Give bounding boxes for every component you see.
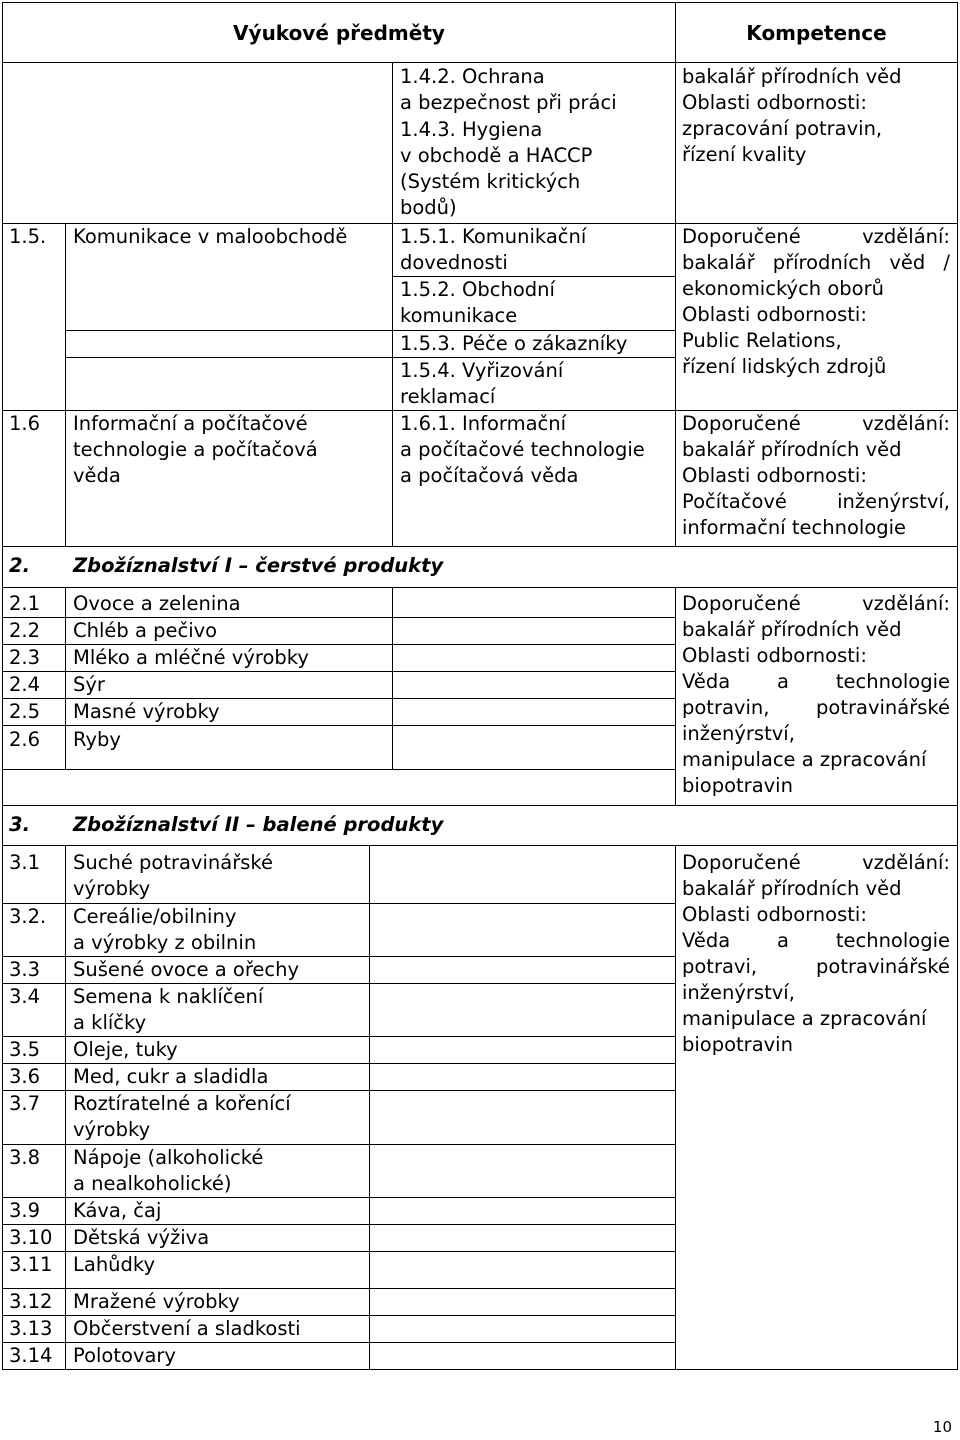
item-number: 2.5 — [9, 700, 41, 723]
item-label: Káva, čaj — [73, 1199, 162, 1222]
row-rule — [2, 546, 958, 547]
competence-text: bakalář přírodních věd — [682, 65, 902, 88]
row-rule — [65, 357, 675, 358]
competence-text: Doporučené vzdělání: — [682, 592, 950, 615]
competence-text: Oblasti odbornosti: — [682, 903, 867, 926]
item-number: 3.8 — [9, 1146, 41, 1169]
topic-number: 1.5. — [9, 225, 47, 248]
item-label: Sýr — [73, 673, 105, 696]
divider-competence — [675, 845, 676, 1370]
section-title: Zbožíznalství I – čerstvé produkty — [73, 554, 444, 577]
item-label: Cereálie/obilniny — [73, 905, 237, 928]
item-label: a klíčky — [73, 1011, 147, 1034]
item-label: Lahůdky — [73, 1253, 156, 1276]
item-number: 3.3 — [9, 958, 41, 981]
competence-text: inženýrství, — [682, 722, 795, 745]
table-border-right — [957, 2, 958, 1370]
competence-text: Počítačové inženýrství, — [682, 490, 950, 513]
competence-text: Doporučené vzdělání: — [682, 851, 950, 874]
item-number: 3.2. — [9, 905, 47, 928]
item-label: Občerstvení a sladkosti — [73, 1317, 301, 1340]
topic-title: Komunikace v maloobchodě — [73, 225, 348, 248]
section-number: 3. — [9, 813, 30, 836]
competence-text: biopotravin — [682, 774, 793, 797]
item-label: Mražené výrobky — [73, 1290, 240, 1313]
competence-text: Oblasti odbornosti: — [682, 464, 867, 487]
item-label: Mléko a mléčné výrobky — [73, 646, 309, 669]
item-label: Semena k naklíčení — [73, 985, 264, 1008]
item-number: 3.13 — [9, 1317, 53, 1340]
competence-text: potravi, potravinářské — [682, 955, 950, 978]
page-number: 10 — [932, 1418, 952, 1436]
item-number: 3.11 — [9, 1253, 53, 1276]
competence-text: Oblasti odbornosti: — [682, 91, 867, 114]
competence-text: zpracování potravin, — [682, 117, 883, 140]
divider-number — [65, 587, 66, 769]
item-label: Roztíratelné a kořenící — [73, 1092, 291, 1115]
item-number: 3.9 — [9, 1199, 41, 1222]
item-label: a výrobky z obilnin — [73, 931, 257, 954]
item-number: 2.6 — [9, 728, 41, 751]
item-number: 2.4 — [9, 673, 41, 696]
topic-title: Informační a počítačové — [73, 412, 308, 435]
divider-competence — [675, 2, 676, 546]
item-label: Med, cukr a sladidla — [73, 1065, 269, 1088]
item-number: 3.14 — [9, 1344, 53, 1367]
competence-text: řízení kvality — [682, 143, 807, 166]
competence-text: Doporučené vzdělání: — [682, 225, 950, 248]
competence-text: ekonomických oborů — [682, 277, 884, 300]
item-number: 3.10 — [9, 1226, 53, 1249]
header-rule — [2, 62, 958, 63]
competence-text: bakalář přírodních věd — [682, 618, 902, 641]
competence-text: bakalář přírodních věd / — [682, 251, 950, 274]
item-number: 3.5 — [9, 1038, 41, 1061]
item-label: Masné výrobky — [73, 700, 220, 723]
item-label: a nealkoholické) — [73, 1172, 232, 1195]
item-label: Ovoce a zelenina — [73, 592, 241, 615]
divider-number — [65, 845, 66, 1370]
item-label: Sušené ovoce a ořechy — [73, 958, 300, 981]
item-label: Suché potravinářské — [73, 851, 273, 874]
divider-competence — [675, 587, 676, 805]
subtopic-text: bodů) — [400, 196, 457, 219]
competence-text: Věda a technologie — [682, 929, 950, 952]
item-number: 2.3 — [9, 646, 41, 669]
item-label: výrobky — [73, 877, 151, 900]
competence-text: bakalář přírodních věd — [682, 438, 902, 461]
item-label: Nápoje (alkoholické — [73, 1146, 264, 1169]
competence-text: inženýrství, — [682, 981, 795, 1004]
item-number: 3.12 — [9, 1290, 53, 1313]
subtopic-text: dovednosti — [400, 251, 508, 274]
competence-text: manipulace a zpracování — [682, 1007, 927, 1030]
item-label: Polotovary — [73, 1344, 176, 1367]
topic-title: technologie a počítačová — [73, 438, 318, 461]
item-label: Ryby — [73, 728, 121, 751]
subtopic-text: 1.5.4. Vyřizování — [400, 359, 564, 382]
row-rule — [2, 725, 675, 726]
subtopic-text: a počítačové technologie — [400, 438, 645, 461]
competence-text: Public Relations, — [682, 329, 842, 352]
item-label: výrobky — [73, 1118, 151, 1141]
item-number: 3.7 — [9, 1092, 41, 1115]
competence-text: informační technologie — [682, 516, 907, 539]
item-number: 3.1 — [9, 851, 41, 874]
subtopic-text: 1.4.2. Ochrana — [400, 65, 545, 88]
subtopic-text: (Systém kritických — [400, 170, 581, 193]
row-rule — [2, 805, 958, 806]
section-title: Zbožíznalství II – balené produkty — [73, 813, 444, 836]
subtopic-text: 1.5.1. Komunikační — [400, 225, 587, 248]
row-rule — [2, 769, 675, 770]
item-label: Dětská výživa — [73, 1226, 210, 1249]
competence-text: bakalář přírodních věd — [682, 877, 902, 900]
divider-number — [65, 223, 66, 546]
competence-text: řízení lidských zdrojů — [682, 355, 887, 378]
header-subjects: Výukové předměty — [233, 21, 445, 45]
divider-section3-items — [369, 845, 370, 1370]
item-number: 2.2 — [9, 619, 41, 642]
divider-subtopic — [392, 62, 393, 546]
competence-text: biopotravin — [682, 1033, 793, 1056]
divider-section2-items — [392, 587, 393, 769]
competence-text: manipulace a zpracování — [682, 748, 927, 771]
subtopic-text: komunikace — [400, 304, 518, 327]
topic-number: 1.6 — [9, 412, 41, 435]
subtopic-text: a počítačová věda — [400, 464, 579, 487]
item-number: 2.1 — [9, 592, 41, 615]
topic-title: věda — [73, 464, 121, 487]
competence-text: Oblasti odbornosti: — [682, 303, 867, 326]
row-rule — [2, 845, 958, 846]
competence-text: Doporučené vzdělání: — [682, 412, 950, 435]
subtopic-text: v obchodě a HACCP — [400, 144, 593, 167]
item-number: 3.6 — [9, 1065, 41, 1088]
subtopic-text: a bezpečnost při práci — [400, 91, 617, 114]
competence-text: Věda a technologie — [682, 670, 950, 693]
subtopic-text: reklamací — [400, 385, 496, 408]
section-number: 2. — [9, 554, 30, 577]
item-number: 3.4 — [9, 985, 41, 1008]
table-border-bottom — [2, 1369, 958, 1370]
item-label: Oleje, tuky — [73, 1038, 178, 1061]
header-competence: Kompetence — [746, 21, 887, 45]
subtopic-text: 1.4.3. Hygiena — [400, 118, 543, 141]
subtopic-text: 1.5.3. Péče o zákazníky — [400, 332, 628, 355]
table-border-left — [2, 2, 3, 1370]
subtopic-text: 1.6.1. Informační — [400, 412, 567, 435]
competence-text: potravin, potravinářské — [682, 696, 950, 719]
competence-text: Oblasti odbornosti: — [682, 644, 867, 667]
item-label: Chléb a pečivo — [73, 619, 218, 642]
subtopic-text: 1.5.2. Obchodní — [400, 278, 555, 301]
row-rule — [2, 587, 958, 588]
table-border-top — [2, 2, 958, 3]
